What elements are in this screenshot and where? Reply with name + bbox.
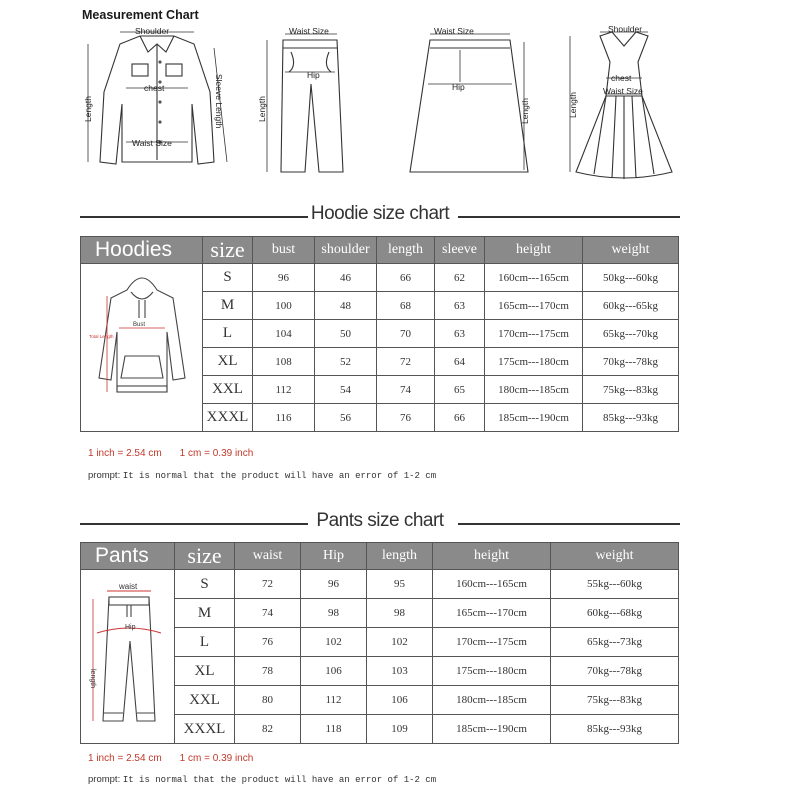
table-cell: 60kg---68kg <box>551 599 679 628</box>
table-cell: 55kg---60kg <box>551 570 679 599</box>
table-cell: 52 <box>315 348 377 376</box>
table-cell: 54 <box>315 376 377 404</box>
size-cell: L <box>175 628 235 657</box>
table-cell: 68 <box>377 292 435 320</box>
shirt-diagram <box>82 22 232 172</box>
table-cell: 70kg---78kg <box>583 348 679 376</box>
shirt-waist-label: Waist Size <box>132 138 172 148</box>
prompt-text: It is normal that the product will have an error of 1-2 cm <box>122 471 437 481</box>
pants-waist-label: Waist Size <box>289 26 329 36</box>
table-cell: 175cm---180cm <box>433 657 551 686</box>
table-cell: 102 <box>367 628 433 657</box>
table-cell: 80 <box>235 686 301 715</box>
measurement-chart-title: Measurement Chart <box>82 8 199 22</box>
table-cell: 63 <box>435 292 485 320</box>
dress-chest-label: chest <box>611 73 632 83</box>
hoodie-table-name: Hoodies <box>81 237 203 264</box>
table-cell: 72 <box>235 570 301 599</box>
table-cell: 118 <box>301 715 367 744</box>
table-cell: 96 <box>301 570 367 599</box>
table-cell: 72 <box>377 348 435 376</box>
size-column-header: size <box>175 543 235 570</box>
table-cell: 165cm---170cm <box>433 599 551 628</box>
table-cell: 70 <box>377 320 435 348</box>
shirt-shoulder-label: Shoulder <box>135 26 170 36</box>
table-cell: 95 <box>367 570 433 599</box>
pants-size-table <box>80 542 679 744</box>
skirt-hip-label: Hip <box>452 82 465 92</box>
column-header: Hip <box>301 543 367 570</box>
pants-section-header <box>80 510 680 536</box>
shirt-sleeve-label: Sleeve Length <box>214 74 224 129</box>
table-row <box>81 264 679 292</box>
column-header: waist <box>235 543 301 570</box>
table-cell: 65kg---73kg <box>551 628 679 657</box>
pants-conversion-note <box>88 753 253 764</box>
dress-diagram <box>566 22 686 182</box>
size-cell: M <box>175 599 235 628</box>
skirt-length-label: Length <box>520 98 530 124</box>
size-cell: XXXL <box>203 404 253 432</box>
table-header-row <box>81 237 679 264</box>
column-header: weight <box>583 237 679 264</box>
column-header: shoulder <box>315 237 377 264</box>
table-cell: 104 <box>253 320 315 348</box>
column-header: length <box>367 543 433 570</box>
pants-img-length-label: length <box>88 669 96 689</box>
table-cell: 106 <box>301 657 367 686</box>
table-cell: 78 <box>235 657 301 686</box>
inch-conversion: 1 inch = 2.54 cm <box>88 448 162 459</box>
table-header-row <box>81 543 679 570</box>
table-cell: 76 <box>377 404 435 432</box>
table-cell: 175cm---180cm <box>485 348 583 376</box>
table-cell: 64 <box>435 348 485 376</box>
table-cell: 75kg---83kg <box>583 376 679 404</box>
pants-prompt-note <box>88 774 436 785</box>
hoodie-length-label: Total Length <box>88 334 114 339</box>
column-header: sleeve <box>435 237 485 264</box>
divider-line <box>458 216 680 218</box>
column-header: height <box>433 543 551 570</box>
size-cell: XXL <box>175 686 235 715</box>
prompt-label: prompt: <box>88 774 121 785</box>
pants-img-waist-label: waist <box>118 582 137 591</box>
dress-shoulder-label: Shoulder <box>608 24 643 34</box>
table-cell: 56 <box>315 404 377 432</box>
table-cell: 185cm---190cm <box>485 404 583 432</box>
table-cell: 106 <box>367 686 433 715</box>
table-cell: 160cm---165cm <box>485 264 583 292</box>
table-cell: 82 <box>235 715 301 744</box>
table-cell: 180cm---185cm <box>433 686 551 715</box>
table-cell: 160cm---165cm <box>433 570 551 599</box>
table-cell: 60kg---65kg <box>583 292 679 320</box>
table-cell: 96 <box>253 264 315 292</box>
size-cell: XXXL <box>175 715 235 744</box>
table-cell: 98 <box>367 599 433 628</box>
pants-table-name: Pants <box>81 543 175 570</box>
table-cell: 109 <box>367 715 433 744</box>
table-cell: 170cm---175cm <box>433 628 551 657</box>
pants-hip-label: Hip <box>307 70 320 80</box>
table-cell: 102 <box>301 628 367 657</box>
table-cell: 103 <box>367 657 433 686</box>
divider-line <box>458 523 680 525</box>
table-cell: 66 <box>435 404 485 432</box>
cm-conversion: 1 cm = 0.39 inch <box>179 448 254 459</box>
size-cell: M <box>203 292 253 320</box>
inch-conversion: 1 inch = 2.54 cm <box>88 753 162 764</box>
hoodie-section-header <box>80 203 680 229</box>
table-cell: 74 <box>377 376 435 404</box>
shirt-length-label: Length <box>83 96 93 122</box>
hoodie-illustration <box>87 266 197 426</box>
dress-waist-label: Waist Size <box>603 86 643 96</box>
skirt-waist-label: Waist Size <box>434 26 474 36</box>
table-cell: 170cm---175cm <box>485 320 583 348</box>
pants-img-hip-label: Hip <box>124 624 136 631</box>
table-cell: 66 <box>377 264 435 292</box>
table-cell: 180cm---185cm <box>485 376 583 404</box>
hoodie-size-table <box>80 236 679 432</box>
hoodie-image-cell <box>81 264 203 432</box>
pants-diagram <box>255 22 355 182</box>
table-cell: 85kg---93kg <box>583 404 679 432</box>
size-column-header: size <box>203 237 253 264</box>
size-cell: S <box>175 570 235 599</box>
table-cell: 112 <box>301 686 367 715</box>
table-cell: 116 <box>253 404 315 432</box>
hoodie-conversion-note <box>88 448 253 459</box>
pants-section-title: Pants size chart <box>316 510 444 531</box>
hoodie-bust-label: Bust <box>132 322 145 328</box>
table-cell: 85kg---93kg <box>551 715 679 744</box>
cm-conversion: 1 cm = 0.39 inch <box>179 753 254 764</box>
shirt-chest-label: chest <box>144 83 165 93</box>
table-cell: 63 <box>435 320 485 348</box>
column-header: length <box>377 237 435 264</box>
hoodie-section-title: Hoodie size chart <box>310 203 450 224</box>
table-cell: 100 <box>253 292 315 320</box>
dress-length-label: Length <box>568 92 578 118</box>
size-cell: XXL <box>203 376 253 404</box>
table-cell: 50kg---60kg <box>583 264 679 292</box>
table-cell: 46 <box>315 264 377 292</box>
table-cell: 112 <box>253 376 315 404</box>
prompt-text: It is normal that the product will have an error of 1-2 cm <box>122 775 437 785</box>
table-cell: 185cm---190cm <box>433 715 551 744</box>
table-cell: 62 <box>435 264 485 292</box>
size-cell: XL <box>175 657 235 686</box>
column-header: weight <box>551 543 679 570</box>
column-header: bust <box>253 237 315 264</box>
table-cell: 65 <box>435 376 485 404</box>
table-cell: 165cm---170cm <box>485 292 583 320</box>
skirt-diagram <box>400 22 540 182</box>
size-cell: XL <box>203 348 253 376</box>
pants-image-cell <box>81 570 175 744</box>
table-cell: 76 <box>235 628 301 657</box>
pants-illustration <box>83 571 173 739</box>
table-cell: 50 <box>315 320 377 348</box>
table-cell: 65kg---70kg <box>583 320 679 348</box>
column-header: height <box>485 237 583 264</box>
table-cell: 70kg---78kg <box>551 657 679 686</box>
table-row <box>81 570 679 599</box>
prompt-label: prompt: <box>88 470 121 481</box>
table-cell: 108 <box>253 348 315 376</box>
hoodie-prompt-note <box>88 470 436 481</box>
table-cell: 48 <box>315 292 377 320</box>
size-cell: S <box>203 264 253 292</box>
table-cell: 74 <box>235 599 301 628</box>
size-cell: L <box>203 320 253 348</box>
table-cell: 75kg---83kg <box>551 686 679 715</box>
table-cell: 98 <box>301 599 367 628</box>
pants-length-label: Length <box>257 96 267 122</box>
